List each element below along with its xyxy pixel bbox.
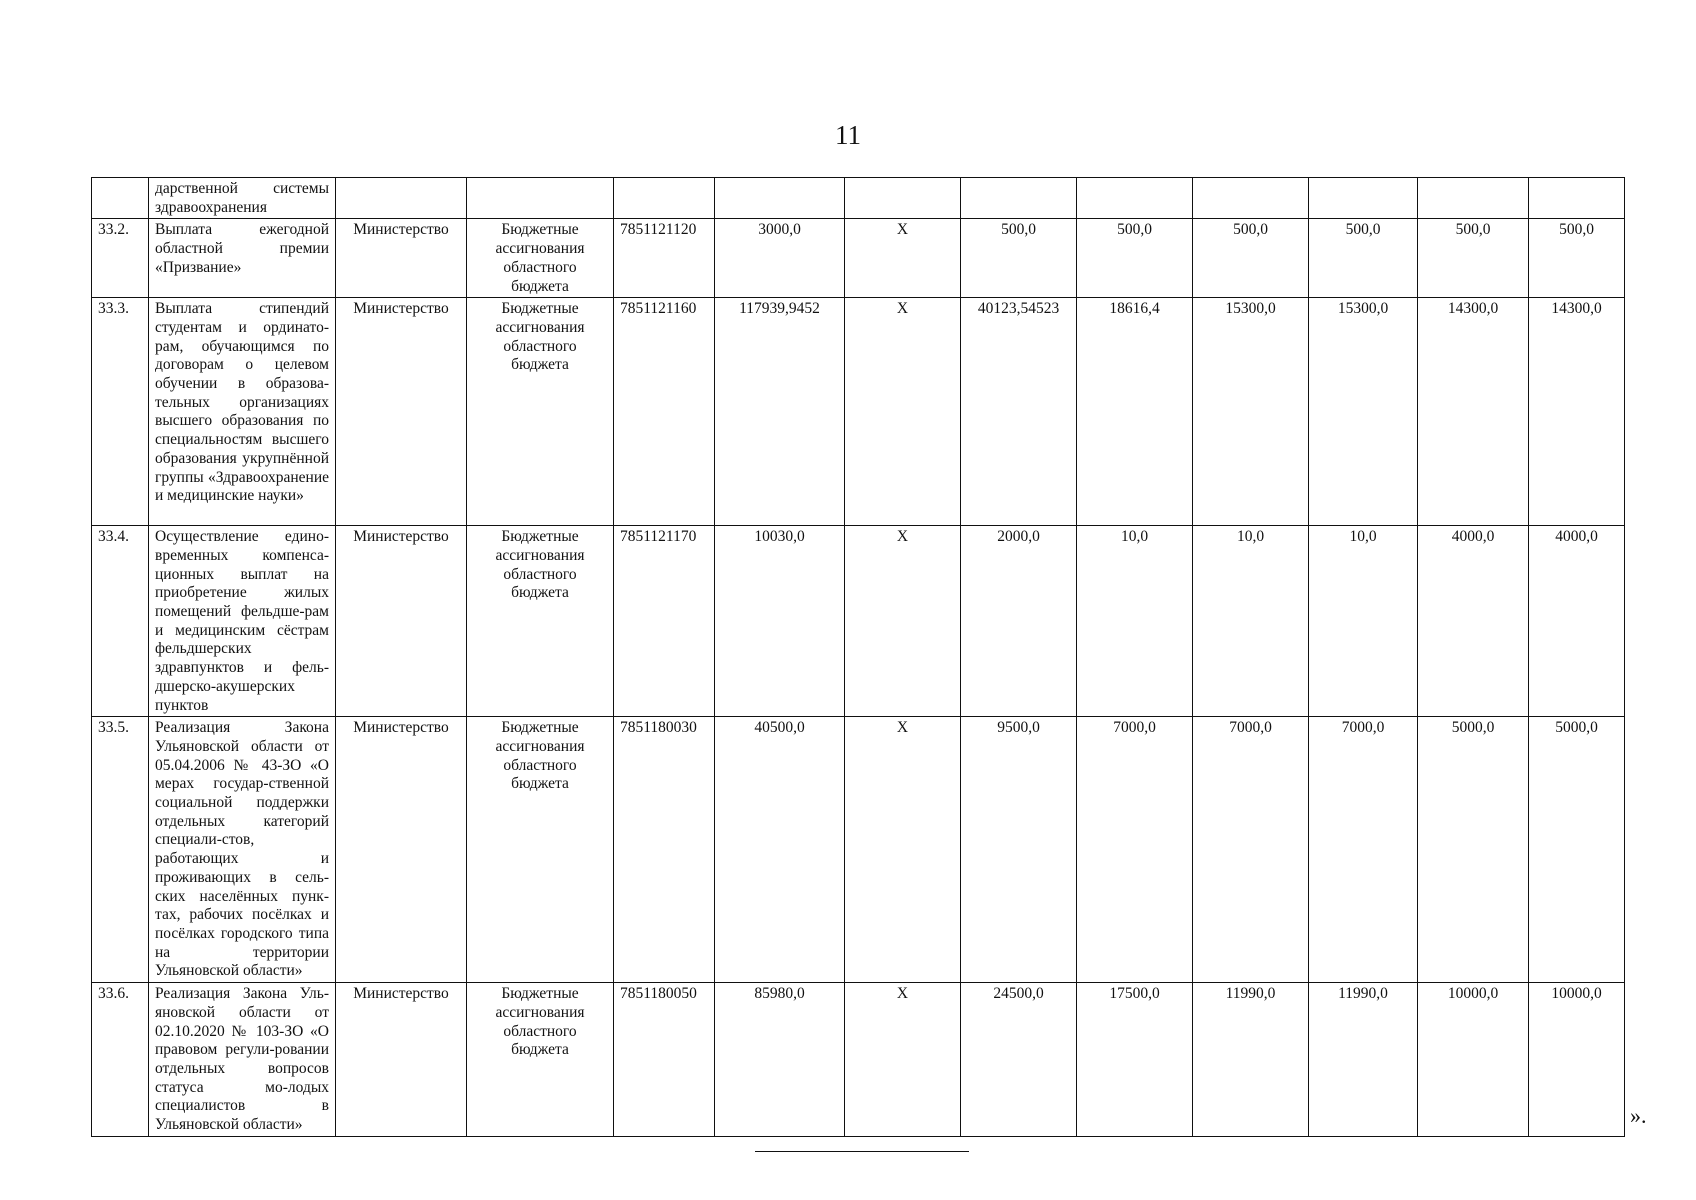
cell-executor: Министерство (336, 526, 467, 717)
cell-year-4: 500,0 (1309, 219, 1418, 298)
cell-year-4: 15300,0 (1309, 298, 1418, 526)
cell-x: X (845, 983, 961, 1137)
cell-total: 85980,0 (715, 983, 845, 1137)
cell-total: 117939,9452 (715, 298, 845, 526)
cell-x: X (845, 526, 961, 717)
cell-year-6 (1529, 178, 1625, 219)
cell-name: Реализация Закона Уль-яновской области от 02.10.2020 № 103-ЗО «О правовом регули-ровании отдельных вопросов статуса мо-лодых специалистов в Ульяновской области» (149, 983, 336, 1137)
cell-num (92, 178, 149, 219)
cell-source: Бюджетные ассигнования областного бюджета (467, 717, 614, 983)
cell-executor (336, 178, 467, 219)
cell-year-6: 5000,0 (1529, 717, 1625, 983)
cell-year-6: 14300,0 (1529, 298, 1625, 526)
cell-source (467, 178, 614, 219)
cell-year-3: 7000,0 (1193, 717, 1309, 983)
cell-name: Выплата ежегодной областной премии «Призвание» (149, 219, 336, 298)
cell-name: дарственной системы здравоохранения (149, 178, 336, 219)
cell-year-6: 500,0 (1529, 219, 1625, 298)
cell-executor: Министерство (336, 983, 467, 1137)
table-row (92, 298, 1625, 526)
cell-num: 33.4. (92, 526, 149, 717)
cell-source: Бюджетные ассигнования областного бюджета (467, 983, 614, 1137)
cell-year-4: 7000,0 (1309, 717, 1418, 983)
cell-year-5: 4000,0 (1418, 526, 1529, 717)
cell-x: X (845, 219, 961, 298)
table-row (92, 983, 1625, 1137)
cell-num: 33.6. (92, 983, 149, 1137)
cell-year-1: 40123,54523 (961, 298, 1077, 526)
cell-x: X (845, 717, 961, 983)
cell-year-4: 11990,0 (1309, 983, 1418, 1137)
cell-year-1 (961, 178, 1077, 219)
table-row (92, 219, 1625, 298)
cell-code (614, 178, 715, 219)
cell-num: 33.2. (92, 219, 149, 298)
closing-quote-mark: ». (1630, 1103, 1647, 1128)
cell-year-1: 24500,0 (961, 983, 1077, 1137)
table-row (92, 717, 1625, 983)
cell-year-5: 5000,0 (1418, 717, 1529, 983)
cell-name: Выплата стипендий студентам и ординато-рам, обучающимся по договорам о целевом обучении в образова-тельных организациях высшего образования по специальностям высшего образования укрупнённой группы «Здравоохранение и медицинские науки» (149, 298, 336, 526)
cell-num: 33.5. (92, 717, 149, 983)
cell-year-2: 7000,0 (1077, 717, 1193, 983)
cell-year-4: 10,0 (1309, 526, 1418, 717)
end-divider (755, 1151, 969, 1152)
cell-year-1: 2000,0 (961, 526, 1077, 717)
cell-total: 3000,0 (715, 219, 845, 298)
cell-year-3: 15300,0 (1193, 298, 1309, 526)
cell-year-1: 9500,0 (961, 717, 1077, 983)
page-number: 11 (835, 120, 861, 150)
cell-code: 7851121170 (614, 526, 715, 717)
cell-num: 33.3. (92, 298, 149, 526)
cell-source: Бюджетные ассигнования областного бюджета (467, 526, 614, 717)
cell-executor: Министерство (336, 298, 467, 526)
cell-x (845, 178, 961, 219)
cell-year-3: 10,0 (1193, 526, 1309, 717)
cell-year-2: 18616,4 (1077, 298, 1193, 526)
cell-source: Бюджетные ассигнования областного бюджета (467, 298, 614, 526)
cell-year-6: 4000,0 (1529, 526, 1625, 717)
cell-year-4 (1309, 178, 1418, 219)
cell-year-6: 10000,0 (1529, 983, 1625, 1137)
cell-total: 10030,0 (715, 526, 845, 717)
cell-executor: Министерство (336, 219, 467, 298)
cell-name: Осуществление едино-временных компенса-ционных выплат на приобретение жилых помещений фельдше-рам и медицинским сёстрам фельдшерских здравпунктов и фель-дшерско-акушерских пунктов (149, 526, 336, 717)
cell-total (715, 178, 845, 219)
table-row (92, 526, 1625, 717)
cell-year-1: 500,0 (961, 219, 1077, 298)
cell-year-5: 10000,0 (1418, 983, 1529, 1137)
cell-year-5 (1418, 178, 1529, 219)
cell-code: 7851121160 (614, 298, 715, 526)
cell-x: X (845, 298, 961, 526)
budget-table (91, 177, 1625, 1137)
cell-year-2: 500,0 (1077, 219, 1193, 298)
cell-year-2: 10,0 (1077, 526, 1193, 717)
cell-executor: Министерство (336, 717, 467, 983)
table-row (92, 178, 1625, 219)
cell-code: 7851180030 (614, 717, 715, 983)
cell-source: Бюджетные ассигнования областного бюджета (467, 219, 614, 298)
cell-year-5: 14300,0 (1418, 298, 1529, 526)
cell-year-3: 500,0 (1193, 219, 1309, 298)
cell-total: 40500,0 (715, 717, 845, 983)
cell-year-2: 17500,0 (1077, 983, 1193, 1137)
cell-year-5: 500,0 (1418, 219, 1529, 298)
cell-code: 7851121120 (614, 219, 715, 298)
cell-year-3: 11990,0 (1193, 983, 1309, 1137)
cell-code: 7851180050 (614, 983, 715, 1137)
cell-year-3 (1193, 178, 1309, 219)
cell-name: Реализация Закона Ульяновской области от 05.04.2006 № 43-ЗО «О мерах государ-ственной социальной поддержки отдельных категорий специали-стов, работающих и проживающих в сель-ских населённых пунк-тах, рабочих посёлках и посёлках городского типа на территории Ульяновской области» (149, 717, 336, 983)
cell-year-2 (1077, 178, 1193, 219)
